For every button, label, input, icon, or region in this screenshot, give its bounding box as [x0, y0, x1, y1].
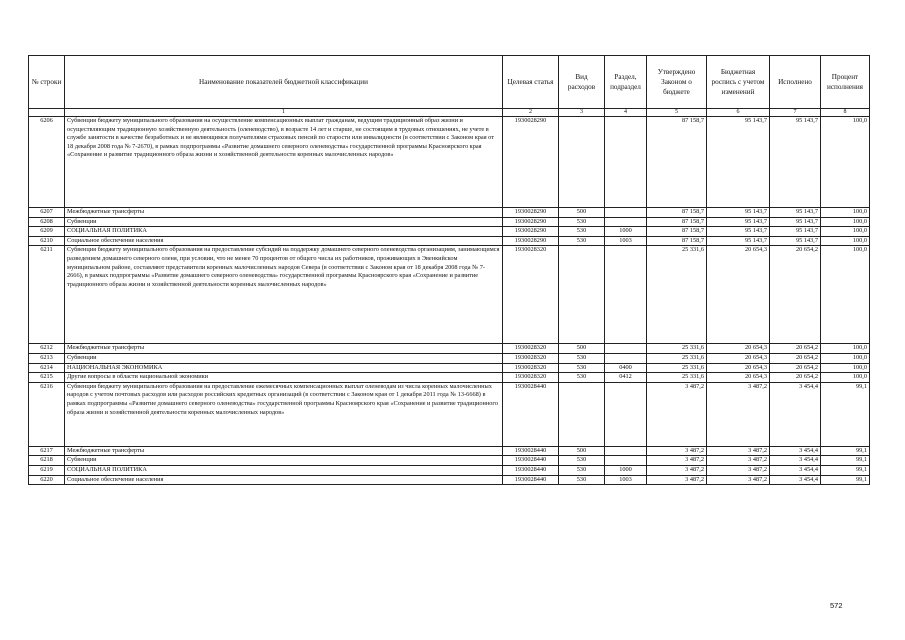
expense-kind: 530 — [559, 373, 605, 383]
header-execution-percent: Процент исполнения — [821, 56, 870, 109]
indicator-name: СОЦИАЛЬНАЯ ПОЛИТИКА — [65, 465, 503, 475]
table-row — [29, 456, 870, 466]
execution-percent: 99,1 — [821, 456, 870, 466]
table-header-row — [29, 56, 870, 109]
schedule-amount: 20 654,3 — [707, 344, 770, 354]
row-number: 6219 — [29, 465, 65, 475]
header-approved: Утверждено Законом о бюджете — [647, 56, 707, 109]
approved-amount: 3 487,2 — [647, 475, 707, 485]
column-number: 7 — [770, 109, 821, 117]
execution-percent: 100,0 — [821, 246, 870, 344]
section-code — [605, 456, 647, 466]
executed-amount: 3 454,4 — [770, 382, 821, 446]
column-number-row — [29, 109, 870, 117]
table-row — [29, 475, 870, 485]
execution-percent: 100,0 — [821, 217, 870, 227]
execution-percent: 100,0 — [821, 117, 870, 208]
indicator-name: Межбюджетные трансферты — [65, 446, 503, 456]
row-number: 6214 — [29, 363, 65, 373]
indicator-name: СОЦИАЛЬНАЯ ПОЛИТИКА — [65, 227, 503, 237]
table-row — [29, 373, 870, 383]
table-body — [29, 117, 870, 485]
execution-percent: 100,0 — [821, 344, 870, 354]
row-number: 6209 — [29, 227, 65, 237]
execution-percent: 100,0 — [821, 208, 870, 218]
approved-amount: 87 158,7 — [647, 117, 707, 208]
execution-percent: 100,0 — [821, 227, 870, 237]
approved-amount: 25 331,6 — [647, 373, 707, 383]
table-row — [29, 465, 870, 475]
section-code — [605, 446, 647, 456]
header-row-number: № строки — [29, 56, 65, 109]
section-code: 1003 — [605, 475, 647, 485]
expense-kind — [559, 382, 605, 446]
executed-amount: 20 654,2 — [770, 373, 821, 383]
target-article: 1930028320 — [503, 373, 559, 383]
table-row — [29, 236, 870, 246]
executed-amount: 20 654,2 — [770, 344, 821, 354]
target-article: 1930028290 — [503, 117, 559, 208]
table-row — [29, 382, 870, 446]
column-number: 6 — [707, 109, 770, 117]
row-number: 6207 — [29, 208, 65, 218]
schedule-amount: 3 487,2 — [707, 446, 770, 456]
column-number: 4 — [605, 109, 647, 117]
expense-kind: 500 — [559, 208, 605, 218]
approved-amount: 87 158,7 — [647, 208, 707, 218]
schedule-amount: 95 143,7 — [707, 236, 770, 246]
table-row — [29, 208, 870, 218]
approved-amount: 87 158,7 — [647, 227, 707, 237]
execution-percent: 99,1 — [821, 382, 870, 446]
section-code: 1000 — [605, 465, 647, 475]
executed-amount: 20 654,2 — [770, 353, 821, 363]
expense-kind: 530 — [559, 465, 605, 475]
target-article: 1930028440 — [503, 465, 559, 475]
target-article: 1930028440 — [503, 446, 559, 456]
table-row — [29, 217, 870, 227]
indicator-name: Межбюджетные трансферты — [65, 344, 503, 354]
executed-amount: 95 143,7 — [770, 117, 821, 208]
section-code — [605, 344, 647, 354]
executed-amount: 3 454,4 — [770, 446, 821, 456]
expense-kind: 530 — [559, 363, 605, 373]
execution-percent: 100,0 — [821, 373, 870, 383]
column-number: 2 — [503, 109, 559, 117]
executed-amount: 3 454,4 — [770, 465, 821, 475]
target-article: 1930028320 — [503, 363, 559, 373]
schedule-amount: 95 143,7 — [707, 117, 770, 208]
column-number-empty — [29, 109, 65, 117]
executed-amount: 95 143,7 — [770, 227, 821, 237]
execution-percent: 100,0 — [821, 353, 870, 363]
schedule-amount: 3 487,2 — [707, 382, 770, 446]
execution-percent: 99,1 — [821, 475, 870, 485]
schedule-amount: 20 654,3 — [707, 373, 770, 383]
row-number: 6210 — [29, 236, 65, 246]
indicator-name: Субвенция бюджету муниципального образования на предоставление ежемесячных компенсационных выплат оленеводам из числа коренных малочисленных народов с учетом почтовых расходов или расходов российских кредитных организаций (в соответствии с Законом края от 1 декабря 2011 года № 13-6668) в рамках подпрограммы «Развитие домашнего северного оленеводства» государственной программы Красноярского края «Сохранение и развитие традиционного образа жизни и хозяйственной деятельности коренных малочисленных народов» — [65, 382, 503, 446]
execution-percent: 100,0 — [821, 363, 870, 373]
row-number: 6212 — [29, 344, 65, 354]
row-number: 6215 — [29, 373, 65, 383]
approved-amount: 25 331,6 — [647, 353, 707, 363]
table-row — [29, 363, 870, 373]
header-target-article: Целевая статья — [503, 56, 559, 109]
approved-amount: 3 487,2 — [647, 382, 707, 446]
approved-amount: 25 331,6 — [647, 344, 707, 354]
target-article: 1930028320 — [503, 246, 559, 344]
approved-amount: 87 158,7 — [647, 236, 707, 246]
section-code — [605, 382, 647, 446]
execution-percent: 99,1 — [821, 446, 870, 456]
approved-amount: 25 331,6 — [647, 363, 707, 373]
expense-kind: 530 — [559, 217, 605, 227]
header-budget-schedule: Бюджетная роспись с учетом изменений — [707, 56, 770, 109]
schedule-amount: 3 487,2 — [707, 465, 770, 475]
execution-percent: 99,1 — [821, 465, 870, 475]
executed-amount: 95 143,7 — [770, 208, 821, 218]
target-article: 1930028290 — [503, 208, 559, 218]
indicator-name: Социальное обеспечение населения — [65, 236, 503, 246]
executed-amount: 3 454,4 — [770, 456, 821, 466]
execution-percent: 100,0 — [821, 236, 870, 246]
section-code: 1003 — [605, 236, 647, 246]
section-code: 1000 — [605, 227, 647, 237]
row-number: 6218 — [29, 456, 65, 466]
expense-kind — [559, 246, 605, 344]
indicator-name: Субвенции — [65, 353, 503, 363]
row-number: 6217 — [29, 446, 65, 456]
executed-amount: 20 654,2 — [770, 363, 821, 373]
schedule-amount: 95 143,7 — [707, 227, 770, 237]
approved-amount: 25 331,6 — [647, 246, 707, 344]
target-article: 1930028440 — [503, 456, 559, 466]
row-number: 6220 — [29, 475, 65, 485]
header-executed: Исполнено — [770, 56, 821, 109]
expense-kind: 500 — [559, 344, 605, 354]
expense-kind: 500 — [559, 446, 605, 456]
section-code — [605, 208, 647, 218]
target-article: 1930028320 — [503, 344, 559, 354]
column-number: 3 — [559, 109, 605, 117]
target-article: 1930028440 — [503, 475, 559, 485]
column-number: 1 — [65, 109, 503, 117]
schedule-amount: 20 654,3 — [707, 363, 770, 373]
schedule-amount: 20 654,3 — [707, 246, 770, 344]
approved-amount: 3 487,2 — [647, 456, 707, 466]
executed-amount: 20 654,2 — [770, 246, 821, 344]
indicator-name: НАЦИОНАЛЬНАЯ ЭКОНОМИКА — [65, 363, 503, 373]
section-code — [605, 246, 647, 344]
row-number: 6213 — [29, 353, 65, 363]
section-code: 0412 — [605, 373, 647, 383]
header-section: Раздел, подраздел — [605, 56, 647, 109]
executed-amount: 95 143,7 — [770, 217, 821, 227]
schedule-amount: 3 487,2 — [707, 475, 770, 485]
budget-report-sheet — [28, 55, 870, 485]
schedule-amount: 95 143,7 — [707, 208, 770, 218]
approved-amount: 3 487,2 — [647, 446, 707, 456]
expense-kind: 530 — [559, 456, 605, 466]
expense-kind: 530 — [559, 227, 605, 237]
target-article: 1930028290 — [503, 217, 559, 227]
section-code — [605, 353, 647, 363]
table-row — [29, 353, 870, 363]
row-number: 6208 — [29, 217, 65, 227]
expense-kind: 530 — [559, 353, 605, 363]
table-row — [29, 227, 870, 237]
approved-amount: 87 158,7 — [647, 217, 707, 227]
schedule-amount: 95 143,7 — [707, 217, 770, 227]
column-number: 5 — [647, 109, 707, 117]
approved-amount: 3 487,2 — [647, 465, 707, 475]
indicator-name: Субвенции — [65, 456, 503, 466]
table-row — [29, 344, 870, 354]
target-article: 1930028290 — [503, 227, 559, 237]
indicator-name: Другие вопросы в области национальной экономики — [65, 373, 503, 383]
indicator-name: Субвенция бюджету муниципального образования на осуществление компенсационных выплат гражданам, ведущим традиционный образ жизни и осуществляющим традиционную хозяйственную деятельность (оленеводство), в возрасте 14 лет и старше, не состоящим в трудовых отношениях, не учете в службе занятости в качестве безработных и не являющимся получателями страховых пенсий по старости или инвалидности (в соответствии с Законом края от 18 декабря 2008 года № 7-2670), в рамках подпрограммы «Развитие домашнего северного оленеводства» государственной программы Красноярского края «Сохранение и развитие традиционного образа жизни и хозяйственной деятельности коренных малочисленных народов» — [65, 117, 503, 208]
indicator-name: Социальное обеспечение населения — [65, 475, 503, 485]
indicator-name: Субвенция бюджету муниципального образования на предоставление субсидий на поддержку домашнего северного оленеводства организациям, занимающимся разведением домашнего северного оленя, при условии, что не менее 70 процентов от общего числа их работников, проживающих в Эвенкийском муниципальном районе, составляют представители коренных малочисленных народов Севера (в соответствии с Законом края от 18 декабря 2008 года № 7-2666), в рамках подпрограммы «Развитие домашнего северного оленеводства» государственной программы Красноярского края «Сохранение и развитие традиционного образа жизни и хозяйственной деятельности коренных малочисленных народов» — [65, 246, 503, 344]
target-article: 1930028290 — [503, 236, 559, 246]
target-article: 1930028320 — [503, 353, 559, 363]
row-number: 6216 — [29, 382, 65, 446]
row-number: 6206 — [29, 117, 65, 208]
table-row — [29, 446, 870, 456]
executed-amount: 95 143,7 — [770, 236, 821, 246]
indicator-name: Субвенции — [65, 217, 503, 227]
row-number: 6211 — [29, 246, 65, 344]
section-code — [605, 217, 647, 227]
column-number: 8 — [821, 109, 870, 117]
expense-kind: 530 — [559, 236, 605, 246]
indicator-name: Межбюджетные трансферты — [65, 208, 503, 218]
executed-amount: 3 454,4 — [770, 475, 821, 485]
page-number: 572 — [830, 601, 843, 610]
budget-table — [28, 55, 870, 485]
target-article: 1930028440 — [503, 382, 559, 446]
header-expense-kind: Вид расходов — [559, 56, 605, 109]
table-row — [29, 117, 870, 208]
header-indicator-name: Наименование показателей бюджетной классификации — [65, 56, 503, 109]
table-row — [29, 246, 870, 344]
expense-kind: 530 — [559, 475, 605, 485]
schedule-amount: 20 654,3 — [707, 353, 770, 363]
schedule-amount: 3 487,2 — [707, 456, 770, 466]
section-code: 0400 — [605, 363, 647, 373]
expense-kind — [559, 117, 605, 208]
section-code — [605, 117, 647, 208]
